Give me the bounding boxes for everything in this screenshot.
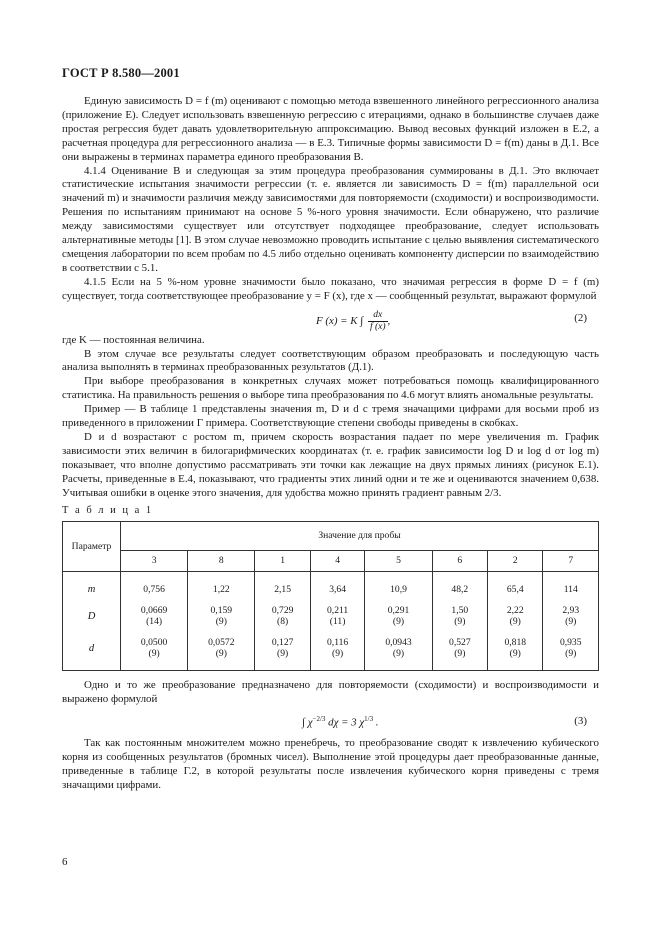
formula-2-denominator: f (x) xyxy=(369,321,386,332)
cell-value: 0,756 xyxy=(143,583,165,595)
paragraph-same-transform: Одно и то же преобразование предназначено для повторяемости (сходимости) и воспроизводимости и выражено формулой xyxy=(62,679,599,706)
cell xyxy=(310,632,365,671)
cell xyxy=(488,572,543,601)
formula-3-number: (3) xyxy=(574,715,587,728)
table-sample-header-row xyxy=(63,551,599,572)
cell-value: 0,211 xyxy=(327,604,349,616)
document-header: ГОСТ Р 8.580—2001 xyxy=(62,66,180,80)
table-group-header: Значение для пробы xyxy=(121,522,599,551)
cell xyxy=(310,600,365,632)
sample-header: 7 xyxy=(543,551,599,572)
cell-value: 0,729 xyxy=(271,604,294,616)
cell-dof: (9) xyxy=(454,648,466,660)
formula-2-tail: , xyxy=(387,314,391,327)
row-param: D xyxy=(63,600,121,632)
formula-2-number: (2) xyxy=(574,311,587,324)
sample-header: 2 xyxy=(488,551,543,572)
cell-dof: (9) xyxy=(277,648,289,660)
table-row-d xyxy=(63,632,599,671)
cell-value: 0,0669 xyxy=(140,604,168,616)
cell xyxy=(255,632,310,671)
sample-header: 1 xyxy=(255,551,310,572)
cell xyxy=(365,632,432,671)
cell-dof: (9) xyxy=(215,648,227,660)
cell xyxy=(365,600,432,632)
paragraph-gradient: D и d возрастают с ростом m, причем скорость возрастания падает по мере увеличения m. График зависимости этих величин в билогарифмических координатах (т. е. график зависимости log D и log d от log m) показывает, что вполне допустимо рассматривать эти точки как лежащие на двух прямых линиях (рисунок Е.1). Расчеты, приведенные в Е.4, показывают, что градиенты этих линий одни и те же и оцениваются значением 0,638. Учитывая ошибки в оценке этого значения, для удобства можно принять градиент равным 2/3. xyxy=(62,430,599,499)
cell-dof: (9) xyxy=(454,616,466,628)
cell-value: 48,2 xyxy=(451,583,469,595)
formula-3-tail: . xyxy=(373,716,379,729)
cell xyxy=(188,600,255,632)
cell-value: 0,935 xyxy=(559,636,582,648)
cell-dof: (9) xyxy=(565,616,577,628)
cell-value: 0,291 xyxy=(387,604,410,616)
formula-2-numerator: dx xyxy=(368,310,388,322)
table-row-m xyxy=(63,572,599,601)
formula-3-middle: dχ = 3 χ xyxy=(325,716,365,729)
cell-value: 2,22 xyxy=(506,604,524,616)
formula-2-fraction xyxy=(368,310,388,333)
paragraph-constant: где K — постоянная величина. xyxy=(62,333,205,346)
cell xyxy=(432,600,487,632)
cell-value: 65,4 xyxy=(506,583,524,595)
page-number: 6 xyxy=(62,856,68,868)
cell-dof: (8) xyxy=(277,616,289,628)
cell-value: 10,9 xyxy=(390,583,407,595)
table-caption: Т а б л и ц а 1 xyxy=(62,505,154,517)
cell xyxy=(121,572,188,601)
cell-dof: (9) xyxy=(509,616,521,628)
cell-dof: (9) xyxy=(392,616,405,628)
paragraph-415: 4.1.5 Если на 5 %-ном уровне значимости было показано, что значимая регрессия в форме D = f (m) существует, тогда соответствующее преобразование y = F (x), где x — сообщенный результат, выражают формулой xyxy=(62,275,599,302)
cell-value: 0,159 xyxy=(210,604,233,616)
formula-2-expression xyxy=(316,310,390,333)
cell xyxy=(543,632,599,671)
cell-value: 3,64 xyxy=(329,583,347,595)
cell xyxy=(488,600,543,632)
cell xyxy=(255,572,310,601)
cell xyxy=(543,572,599,601)
paragraph-statistician: При выборе преобразования в конкретных случаях может потребоваться помощь квалифицированного статистика. На правильность решения о выборе типа преобразования по 4.6 могут влиять аномальные результаты. xyxy=(62,375,599,402)
formula-2-lhs: F (x) = K ∫ xyxy=(316,314,364,327)
cell xyxy=(543,600,599,632)
cell-dof: (9) xyxy=(565,648,577,660)
formula-3-exponent-1: −2/3 xyxy=(312,715,326,724)
cell-value: 1,22 xyxy=(212,583,230,595)
cell xyxy=(432,572,487,601)
formula-3-expression xyxy=(302,713,379,731)
cell-dof: (9) xyxy=(148,648,160,660)
cell xyxy=(432,632,487,671)
cell-dof: (11) xyxy=(329,616,346,628)
formula-3-exponent-2: 1/3 xyxy=(364,715,374,724)
cell xyxy=(488,632,543,671)
table-1 xyxy=(62,521,599,671)
row-param: m xyxy=(63,572,121,601)
cell-value: 114 xyxy=(563,583,578,595)
cell-dof: (9) xyxy=(332,648,344,660)
cell-dof: (9) xyxy=(215,616,227,628)
sample-header: 8 xyxy=(188,551,255,572)
cell xyxy=(188,632,255,671)
cell-value: 0,0572 xyxy=(208,636,235,648)
cell xyxy=(365,572,432,601)
row-param: d xyxy=(63,632,121,671)
cell-value: 0,127 xyxy=(271,636,294,648)
paragraph-example: Пример — В таблице 1 представлены значения m, D и d с тремя значащими цифрами для восьми проб из приведенного в приложении Г примера. Соответствующие степени свободы приведены в скобках. xyxy=(62,403,599,430)
table-param-header: Параметр xyxy=(63,522,121,572)
cell-dof: (14) xyxy=(146,616,163,628)
formula-3-integral: ∫ χ xyxy=(302,716,313,729)
paragraph-1: Единую зависимость D = f (m) оценивают с помощью метода взвешенного линейного регрессионного анализа (приложение Е). Следует использовать взвешенную регрессию с итерациями, однако в большинстве случаев даже простая регрессия будет давать удовлетворительную аппроксимацию. Вывод весовых функций изложен в Е.2, а расчетная процедура для регрессионного анализа — в Е.3. Типичные формы зависимости D = f(m) даны в Д.1. Все они выражены в терминах параметра единого преобразования B. xyxy=(62,95,599,163)
paragraph-transform: В этом случае все результаты следует соответствующим образом преобразовать и последующую часть анализа выполнять в терминах преобразованных результатов (Д.1). xyxy=(62,347,599,374)
paragraph-414: 4.1.4 Оценивание B и следующая за этим процедура преобразования суммированы в Д.1. Это включает статистические испытания значимости регрессии (т. е. является ли зависимость D = f(m) параллельной оси значений m) и значимости различия между зависимостями для повторяемости (сходимости) и воспроизводимости. Решения по испытаниям принимают на основе 5 %-ного уровня значимости. Если обнаружено, что различие между зависимостями существует или отсутствует подходящее преобразование, следует использовать альтернативные методы [1]. В этом случае невозможно проводить испытание с целью выявления систематического смещения лаборатории по всем пробам по 4.5 либо отдельно оценивать компоненту дисперсии по взаимодействию в соответствии с 5.1. xyxy=(62,164,599,274)
formula-3 xyxy=(62,707,599,737)
cell-dof: (9) xyxy=(392,648,405,660)
cell-value: 0,0943 xyxy=(385,636,412,648)
cell xyxy=(121,632,188,671)
cell-value: 2,15 xyxy=(274,583,292,595)
cell-dof: (9) xyxy=(509,648,521,660)
sample-header: 3 xyxy=(121,551,188,572)
cell xyxy=(188,572,255,601)
cell xyxy=(121,600,188,632)
cell xyxy=(255,600,310,632)
cell-value: 2,93 xyxy=(562,604,580,616)
sample-header: 4 xyxy=(310,551,365,572)
sample-header: 6 xyxy=(432,551,487,572)
cell-value: 0,116 xyxy=(327,636,349,648)
cell-value: 1,50 xyxy=(451,604,469,616)
formula-2 xyxy=(62,304,599,334)
table-row-D xyxy=(63,600,599,632)
cell-value: 0,0500 xyxy=(140,636,168,648)
cell-value: 0,818 xyxy=(504,636,527,648)
cell xyxy=(310,572,365,601)
paragraph-cube-root: Так как постоянным множителем можно пренебречь, то преобразование сводят к извлечению кубического корня из сообщенных результатов (бромных чисел). Выполнение этой процедуры дает преобразованные данные, приведенные в таблице Г.2, в которой результаты после извлечения кубического корня приведены с тремя значащими цифрами. xyxy=(62,737,599,791)
document-body xyxy=(62,95,599,793)
sample-header: 5 xyxy=(365,551,432,572)
cell-value: 0,527 xyxy=(449,636,471,648)
